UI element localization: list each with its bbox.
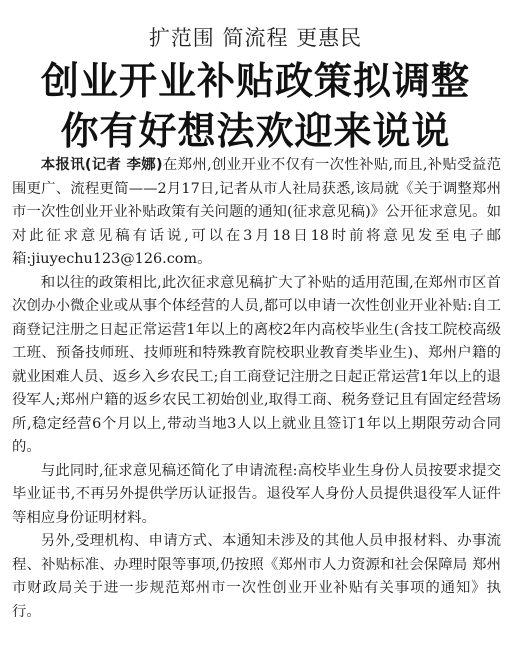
article-body — [12, 154, 501, 624]
paragraph-text: 在郑州,创业开业不仅有一次性补贴,而且,补贴受益范围更广、流程更简——2月17日,记者从市人社局获悉,该局就《关于调整郑州市一次性创业开业补贴政策有关问题的通知(征求意见稿)》公开征求意见。如对此征求意见稿有话说,可以在3月18日18时前将意见发至电子邮箱:jiuyechu123@126.com。 — [12, 157, 501, 267]
article-headline-line1: 创业开业补贴政策拟调整 — [40, 59, 470, 103]
article-paragraph: 另外,受理机构、申请方式、本通知未涉及的其他人员申报材料、办事流程、补贴标准、办理时限等事项,仍按照《郑州市人力资源和社会保障局 郑州市财政局关于进一步规范郑州市一次性创业开业补贴有关事项的通知》执行。 — [12, 533, 501, 620]
article-paragraph — [12, 154, 501, 272]
article-subtitle: 扩范围 简流程 更惠民 — [148, 26, 363, 50]
article-paragraph: 和以往的政策相比,此次征求意见稿扩大了补贴的适用范围,在郑州市区首次创办小微企业或从事个体经营的人员,都可以申请一次性创业开业补贴:自工商登记注册之日起正常运营1年以上的离校2年内高校毕业生(含技工院校高级工班、预备技师班、技师班和特殊教育院校职业教育类毕业生)、郑州户籍的就业困难人员、返乡入乡农民工;自工商登记注册之日起正常运营1年以上的退役军人;郑州户籍的返乡农民工初始创业,取得工商、税务登记且有固定经营场所,稳定经营6个月以上,带动当地3人以上就业且签订1年以上期限劳动合同的。 — [12, 274, 501, 455]
article-headline-line2: 你有好想法欢迎来说说 — [60, 109, 451, 153]
article-paragraph: 与此同时,征求意见稿还简化了申请流程:高校毕业生身份人员按要求提交毕业证书,不再另外提供学历认证报告。退役军人身份人员提供退役军人证件等相应身份证明材料。 — [12, 462, 501, 526]
article-byline: 本报讯(记者 李娜) — [40, 157, 163, 173]
